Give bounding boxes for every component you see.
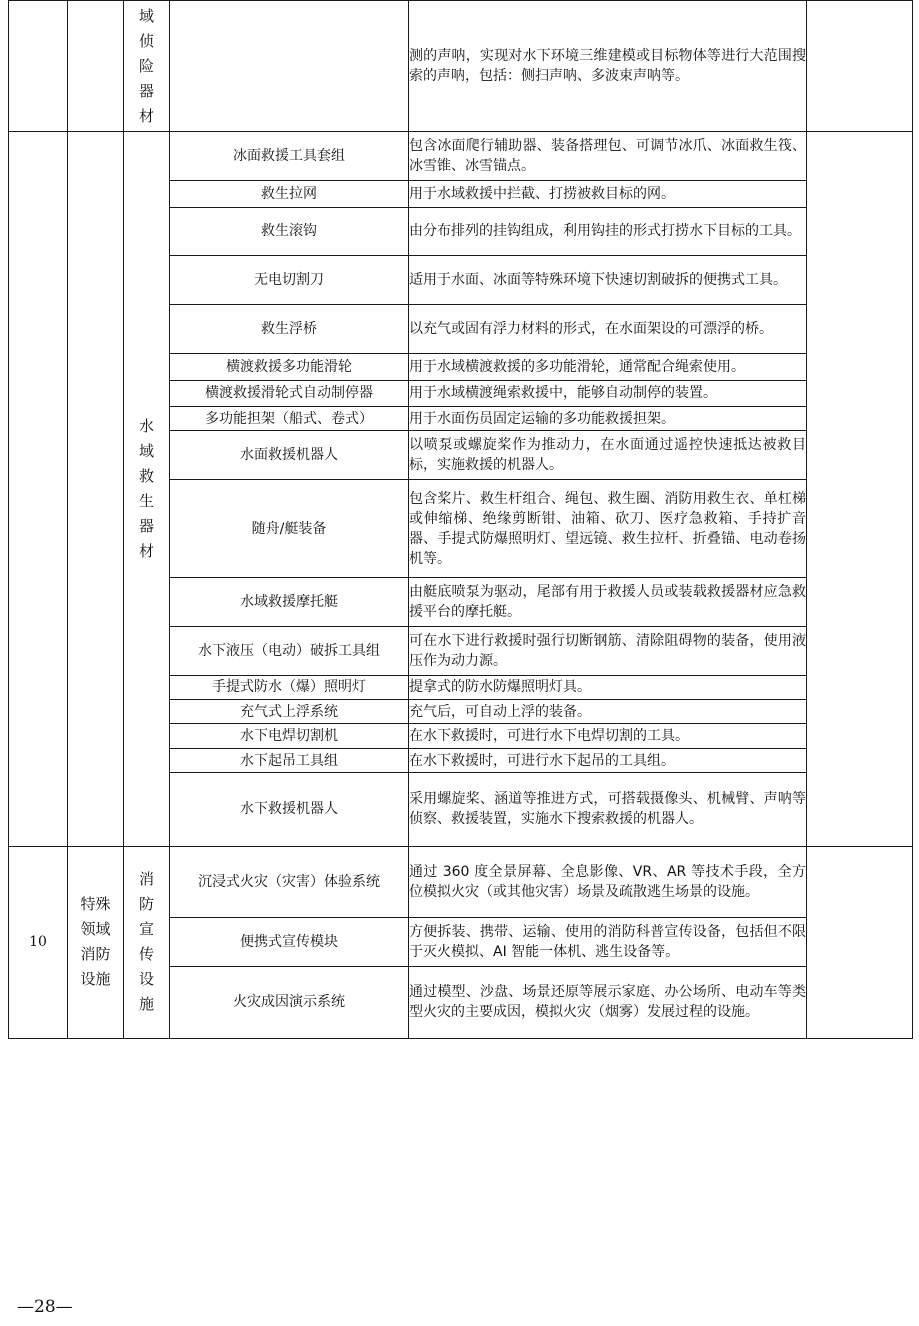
equipment-name: 充气式上浮系统 — [170, 700, 409, 724]
category-cell — [124, 1, 170, 132]
equipment-name: 便携式宣传模块 — [170, 917, 409, 966]
name-cell — [170, 1, 409, 132]
equipment-name: 火灾成因演示系统 — [170, 966, 409, 1038]
number-cell — [9, 132, 68, 846]
equipment-description: 方便拆装、携带、运输、使用的消防科普宣传设备，包括但不限于灭火模拟、AI 智能一体机、逃生设备等。 — [409, 917, 807, 966]
equipment-name: 多功能担架（船式、卷式） — [170, 407, 409, 431]
page-number: —28— — [17, 1297, 73, 1317]
equipment-name: 水下液压（电动）破拆工具组 — [170, 626, 409, 675]
equipment-description: 采用螺旋桨、涵道等推进方式，可搭载摄像头、机械臂、声呐等侦察、救援装置，实施水下搜索救援的机器人。 — [409, 773, 807, 846]
note-cell — [807, 846, 913, 1038]
equipment-name: 水下起吊工具组 — [170, 748, 409, 772]
table-row — [9, 1, 913, 132]
equipment-name: 横渡救援滑轮式自动制停器 — [170, 380, 409, 406]
equipment-description: 包含桨片、救生杆组合、绳包、救生圈、消防用救生衣、单杠梯或伸缩梯、绝缘剪断钳、油箱、砍刀、医疗急救箱、手持扩音器、手提式防爆照明灯、望远镜、救生拉杆、折叠锚、电动卷扬机等。 — [409, 480, 807, 578]
equipment-description: 包含冰面爬行辅助器、装备搭理包、可调节冰爪、冰面救生筏、冰雪锥、冰雪锚点。 — [409, 132, 807, 181]
equipment-name: 随舟/艇装备 — [170, 480, 409, 578]
equipment-description: 在水下救援时，可进行水下电焊切割的工具。 — [409, 724, 807, 748]
equipment-name: 救生滚钩 — [170, 207, 409, 256]
equipment-description: 充气后，可自动上浮的装备。 — [409, 700, 807, 724]
note-cell — [807, 1, 913, 132]
equipment-name: 水面救援机器人 — [170, 431, 409, 480]
number-cell — [9, 1, 68, 132]
category-cell — [124, 846, 170, 1038]
field-cell — [68, 1, 124, 132]
field-label: 特殊领域消防设施 — [80, 895, 111, 989]
equipment-description: 由分布排列的挂钩组成，利用钩挂的形式打捞水下目标的工具。 — [409, 207, 807, 256]
equipment-name: 无电切割刀 — [170, 256, 409, 305]
category-cell — [124, 132, 170, 846]
note-cell — [807, 132, 913, 846]
description-cell: 测的声呐，实现对水下环境三维建模或目标物体等进行大范围搜索的声呐，包括：侧扫声呐、多波束声呐等。 — [409, 1, 807, 132]
equipment-name: 救生拉网 — [170, 181, 409, 207]
equipment-name: 水下电焊切割机 — [170, 724, 409, 748]
field-cell — [68, 132, 124, 846]
equipment-name: 水域救援摩托艇 — [170, 577, 409, 626]
equipment-description: 通过模型、沙盘、场景还原等展示家庭、办公场所、电动车等类型火灾的主要成因，模拟火灾（烟雾）发展过程的设施。 — [409, 966, 807, 1038]
equipment-description: 在水下救援时，可进行水下起吊的工具组。 — [409, 748, 807, 772]
equipment-description: 用于水域横渡绳索救援中，能够自动制停的装置。 — [409, 380, 807, 406]
equipment-name: 救生浮桥 — [170, 305, 409, 354]
equipment-description: 提拿式的防水防爆照明灯具。 — [409, 675, 807, 699]
equipment-name: 冰面救援工具套组 — [170, 132, 409, 181]
category-label: 水域救生器材 — [138, 416, 154, 560]
equipment-description: 用于水域救援中拦截、打捞被救目标的网。 — [409, 181, 807, 207]
equipment-description: 通过 360 度全景屏幕、全息影像、VR、AR 等技术手段，全方位模拟火灾（或其他灾害）场景及疏散逃生场景的设施。 — [409, 846, 807, 917]
table-row — [9, 846, 913, 917]
equipment-description: 可在水下进行救援时强行切断钢筋、清除阻碍物的装备，使用液压作为动力源。 — [409, 626, 807, 675]
equipment-description: 适用于水面、冰面等特殊环境下快速切割破拆的便携式工具。 — [409, 256, 807, 305]
category-label: 消防宣传设施 — [138, 870, 154, 1014]
equipment-name: 水下救援机器人 — [170, 773, 409, 846]
table-row — [9, 132, 913, 181]
category-label: 域侦险器材 — [138, 6, 154, 125]
field-cell — [68, 846, 124, 1038]
equipment-description: 以喷泵或螺旋桨作为推动力，在水面通过遥控快速抵达被救目标，实施救援的机器人。 — [409, 431, 807, 480]
equipment-table — [8, 0, 913, 1039]
equipment-name: 手提式防水（爆）照明灯 — [170, 675, 409, 699]
equipment-description: 用于水面伤员固定运输的多功能救援担架。 — [409, 407, 807, 431]
number-cell: 10 — [9, 846, 68, 1038]
equipment-description: 以充气或固有浮力材料的形式，在水面架设的可漂浮的桥。 — [409, 305, 807, 354]
equipment-description: 用于水域横渡救援的多功能滑轮，通常配合绳索使用。 — [409, 354, 807, 380]
equipment-description: 由艇底喷泵为驱动，尾部有用于救援人员或装载救援器材应急救援平台的摩托艇。 — [409, 577, 807, 626]
equipment-name: 沉浸式火灾（灾害）体验系统 — [170, 846, 409, 917]
equipment-name: 横渡救援多功能滑轮 — [170, 354, 409, 380]
